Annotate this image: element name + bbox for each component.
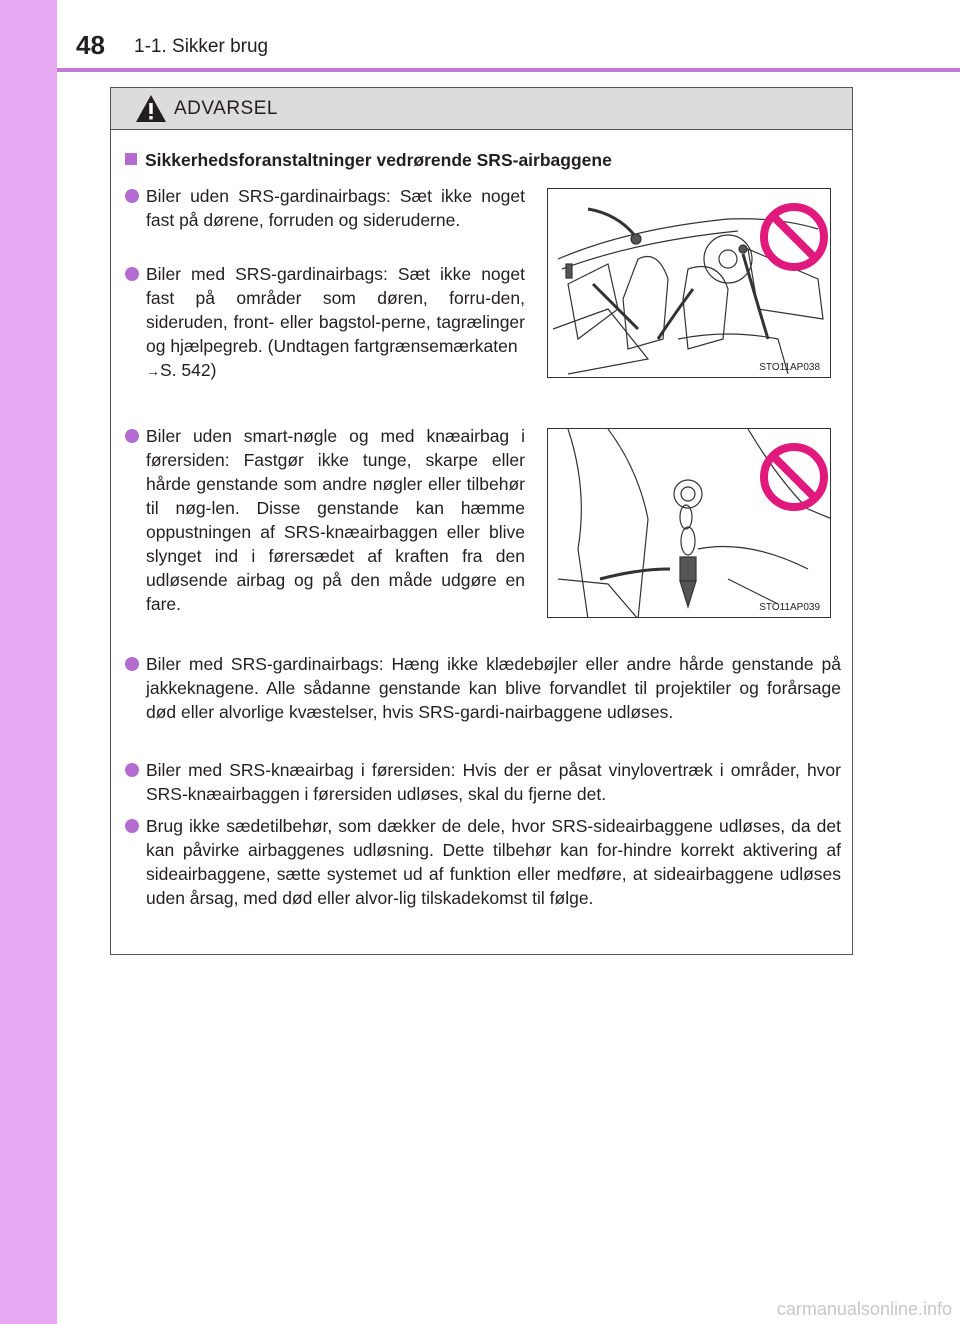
illustration-interior bbox=[547, 188, 831, 378]
header-rule bbox=[57, 68, 960, 72]
list-item bbox=[125, 262, 525, 383]
bullet-icon bbox=[125, 189, 139, 203]
list-item-text: Brug ikke sædetilbehør, som dækker de dele, hvor SRS-sideairbaggene udløses, da det kan påvirke airbaggenes udløsning. Dette tilbehør kan for-hindre korrekt aktivering af sideairbaggene, sætte systemet ud af funktion eller medføre, at sideairbaggene udløses uden årsag, med død eller alvor-lig tilskadekomst til følge. bbox=[146, 816, 841, 908]
list-item-text: Biler med SRS-gardinairbags: Hæng ikke klædebøjler eller andre hårde genstande på jakkeknagene. Alle sådanne genstande kan blive forvandlet til projektiler og forårsage død eller alvorlige kvæstelser, hvis SRS-gardi-nairbaggene udløses. bbox=[146, 654, 841, 722]
list-item-text: Biler med SRS-gardinairbags: Sæt ikke noget fast på områder som døren, forru-den, sideruden, front- eller bagstol-perne, tagrælinger og hjælpegreb. (Undtagen fartgrænsemærkaten bbox=[146, 264, 525, 356]
illustration-code: STO11AP038 bbox=[759, 362, 820, 373]
side-strip bbox=[0, 0, 57, 1324]
bullet-icon bbox=[125, 429, 139, 443]
bullet-icon bbox=[125, 763, 139, 777]
warning-triangle-icon bbox=[135, 94, 167, 123]
list-item bbox=[125, 424, 525, 616]
car-interior-illustration bbox=[548, 189, 831, 378]
list-item bbox=[125, 814, 841, 910]
ignition-key-illustration bbox=[548, 429, 831, 618]
bullet-icon bbox=[125, 657, 139, 671]
bullet-icon bbox=[125, 267, 139, 281]
list-item-text: Biler uden smart-nøgle og med knæairbag i førersiden: Fastgør ikke tunge, skarpe eller hårde genstande som andre nøgler eller tilbehør til nøg-len. Disse genstande kan hæmme oppustningen af SRS-knæairbaggen eller blive slynget ind i førersædet af kraften fra den udløsende airbag og på den måde udgøre en fare. bbox=[146, 426, 525, 614]
illustration-code: STO11AP039 bbox=[759, 602, 820, 613]
list-item bbox=[125, 758, 841, 806]
warning-header bbox=[111, 88, 852, 130]
subheading-text: Sikkerhedsforanstaltninger vedrørende SRS-airbaggene bbox=[145, 150, 612, 170]
warning-box bbox=[110, 87, 853, 955]
list-item bbox=[125, 652, 841, 724]
reference-arrow-icon: → bbox=[146, 363, 160, 379]
page-reference-link[interactable]: S. 542) bbox=[160, 360, 217, 380]
prohibition-icon bbox=[764, 447, 824, 507]
bullet-icon bbox=[125, 819, 139, 833]
list-item-text: Biler med SRS-knæairbag i førersiden: Hvis der er påsat vinylovertræk i områder, hvor SRS-knæairbaggen i førersiden udløses, skal du fjerne det. bbox=[146, 760, 841, 804]
illustration-key bbox=[547, 428, 831, 618]
warning-subheading bbox=[125, 150, 612, 171]
section-title: 1-1. Sikker brug bbox=[134, 36, 269, 57]
square-bullet-icon bbox=[125, 153, 137, 165]
page-number: 48 bbox=[76, 30, 105, 60]
prohibition-icon bbox=[764, 207, 824, 267]
warning-label: ADVARSEL bbox=[174, 98, 278, 119]
list-item-text: Biler uden SRS-gardinairbags: Sæt ikke noget fast på dørene, forruden og sideruderne. bbox=[146, 186, 525, 230]
watermark: carmanualsonline.info bbox=[776, 1299, 952, 1319]
list-item bbox=[125, 184, 525, 232]
